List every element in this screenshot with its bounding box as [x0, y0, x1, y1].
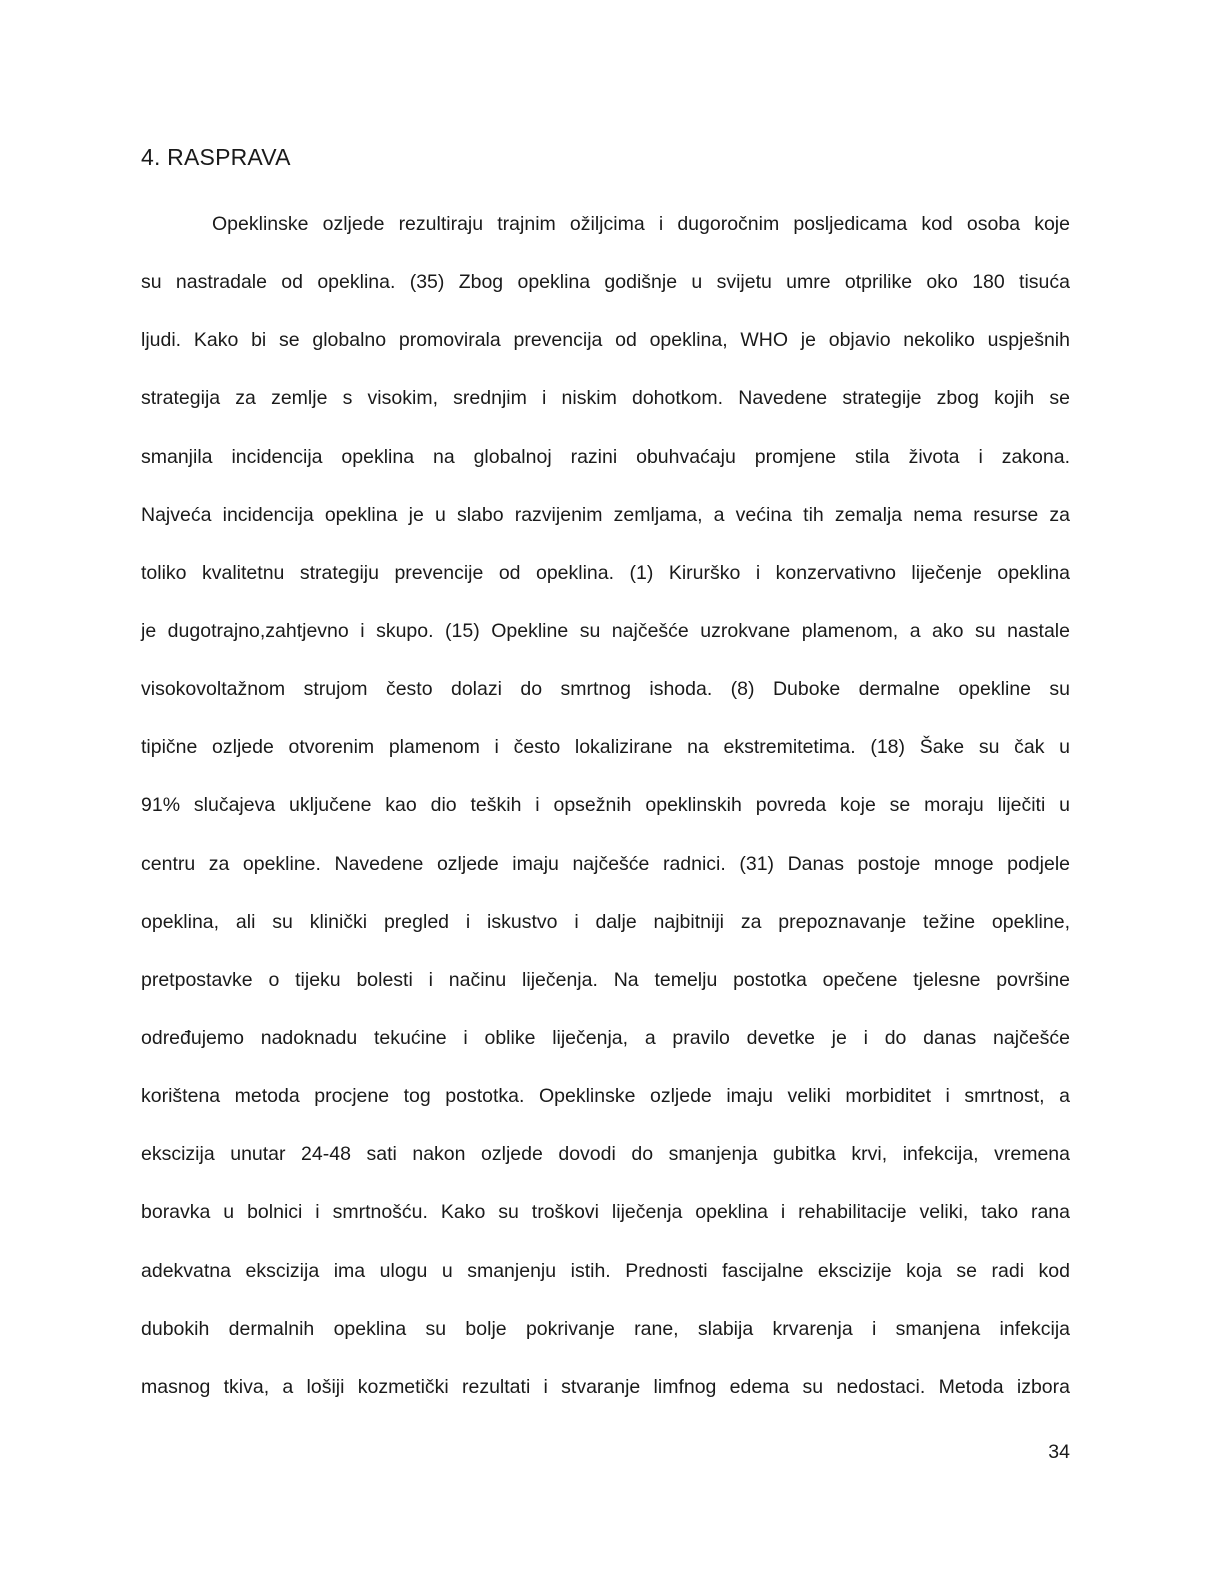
paragraph-line: opeklina, ali su klinički pregled i iskustvo i dalje najbitniji za prepoznavanje težine opekline,	[141, 910, 1070, 933]
paragraph-line: strategija za zemlje s visokim, srednjim i niskim dohotkom. Navedene strategije zbog kojih se	[141, 387, 1070, 410]
paragraph-line: ljudi. Kako bi se globalno promovirala prevencija od opeklina, WHO je objavio nekoliko uspješnih	[141, 329, 1070, 352]
paragraph-line: adekvatna ekscizija ima ulogu u smanjenju istih. Prednosti fascijalne ekscizije koja se radi kod	[141, 1259, 1070, 1282]
paragraph-line: ekscizija unutar 24-48 sati nakon ozljede dovodi do smanjenja gubitka krvi, infekcija, vremena	[141, 1143, 1070, 1166]
paragraph-line: su nastradale od opeklina. (35) Zbog opeklina godišnje u svijetu umre otprilike oko 180 tisuća	[141, 271, 1070, 294]
section-heading: 4. RASPRAVA	[141, 144, 291, 170]
paragraph-line: dubokih dermalnih opeklina su bolje pokrivanje rane, slabija krvarenja i smanjena infekcija	[141, 1317, 1070, 1340]
paragraph-line: korištena metoda procjene tog postotka. Opeklinske ozljede imaju veliki morbiditet i smrtnost, a	[141, 1085, 1070, 1108]
paragraph-line: određujemo nadoknadu tekućine i oblike liječenja, a pravilo devetke je i do danas najčešće	[141, 1026, 1070, 1049]
paragraph-line: centru za opekline. Navedene ozljede imaju najčešće radnici. (31) Danas postoje mnoge podjele	[141, 852, 1070, 875]
paragraph-line: je dugotrajno,zahtjevno i skupo. (15) Opekline su najčešće uzrokvane plamenom, a ako su nastale	[141, 619, 1070, 642]
paragraph-line: masnog tkiva, a lošiji kozmetički rezultati i stvaranje limfnog edema su nedostaci. Metoda izbora	[141, 1375, 1070, 1398]
paragraph-line: tipične ozljede otvorenim plamenom i često lokalizirane na ekstremitetima. (18) Šake su čak u	[141, 736, 1070, 759]
paragraph-line: boravka u bolnici i smrtnošću. Kako su troškovi liječenja opeklina i rehabilitacije veliki, tako rana	[141, 1201, 1070, 1224]
paragraph-line: visokovoltažnom strujom često dolazi do smrtnog ishoda. (8) Duboke dermalne opekline su	[141, 678, 1070, 701]
body-paragraph	[141, 202, 1070, 1423]
page-number: 34	[1048, 1441, 1070, 1463]
paragraph-line: Opeklinske ozljede rezultiraju trajnim ožiljcima i dugoročnim posljedicama kod osoba koje	[212, 213, 1070, 235]
paragraph-line: 91% slučajeva uključene kao dio teških i opsežnih opeklinskih povreda koje se moraju liječiti u	[141, 794, 1070, 817]
paragraph-line: toliko kvalitetnu strategiju prevencije od opeklina. (1) Kirurško i konzervativno liječenje opeklina	[141, 561, 1070, 584]
paragraph-line: Najveća incidencija opeklina je u slabo razvijenim zemljama, a većina tih zemalja nema resurse za	[141, 503, 1070, 526]
paragraph-line: pretpostavke o tijeku bolesti i načinu liječenja. Na temelju postotka opečene tjelesne površine	[141, 968, 1070, 991]
paragraph-line: smanjila incidencija opeklina na globalnoj razini obuhvaćaju promjene stila života i zakona.	[141, 445, 1070, 468]
